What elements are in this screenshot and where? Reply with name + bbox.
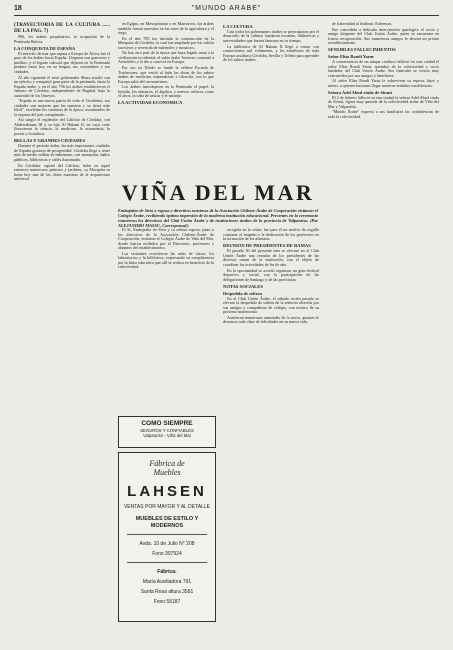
paragraph: El estrecho de mar que separa a Europa de África fue el paso de los árabes hacia España. Llegaron con guerreros y pueblos, y el legado cultural que dejaron en la Península perdura hasta hoy en su lengua, sus costumbres y sus ciudades. [14, 50, 110, 74]
paragraph: en Egipto, en Mesopotamia y en Marruecos; los árabes también fueron maestros en las artes de la agricultura y el riego. [118, 22, 214, 35]
column-history [14, 22, 110, 642]
paragraph: "España es una nueva patria de todo el Occidente, sus ciudades son mejores que las nuestras y su tierra más fértil", escribían los cronistas de la época, asombrados de la riqueza del país conquistado. [14, 98, 110, 117]
section-heading: LA CONQUISTA DE ESPAÑA [14, 45, 76, 51]
article-heading: (TRAYECTORIA DE LA CULTURA ...... DE LA PAG. 7) [14, 22, 110, 34]
ad-line: Santa Rosa altura 3581 [140, 589, 194, 595]
column-news [223, 228, 319, 642]
page-number: 18 [14, 5, 22, 12]
ad-line: Fono 397924 [152, 551, 182, 557]
paragraph: El pasado 30 del presente mes se efectuó en el Club Unión Árabe una reunión de los presidentes de las diversas ramas de la institución, con el objeto de coordinar las actividades de fin de año. [223, 248, 319, 267]
ad-line: VENTAS POR MAYOR Y AL DETALLE [123, 504, 211, 510]
paragraph: La biblioteca de Al Hakam II llegó a contar con cuatrocientos mil volúmenes, y los estudiosos de toda Europa acudían a Córdoba, Sevilla y Toledo para aprender de los sabios árabes. [223, 43, 319, 63]
ad-line: Fábrica de [149, 459, 185, 468]
ad-divider [127, 562, 207, 563]
paragraph: Así surgió el esplendor del Califato de Córdoba, con Abderrahman III y su hijo Al Hakam II, en cuya corte florecieron la ciencia, la medicina, la astronomía, la poesía y la música. [14, 117, 110, 136]
paragraph: Por eso en Toledo se fundó la célebre Escuela de Traductores, que vertió al latín las obras de los sabios árabes de medicina, matemáticas y filosofía, con lo que Europa salió del oscurantismo. [118, 65, 214, 84]
section-heading: NOTAS SOCIALES [223, 283, 263, 289]
section-heading: SENSIBLES FALLECIMIENTOS [328, 47, 396, 53]
paragraph: Los árabes introdujeron en la Península el papel, la brújula, los números, el álgebra, y nuevos cultivos como el arroz, la caña de azúcar y el naranjo. [118, 84, 214, 99]
ad-divider [127, 534, 207, 535]
paragraph: El Sr. Embajador de Siria y su señora esposa, junto a los directivos de la Asociación Chileno-Árabe de Cooperación, visitaron el Colegio Árabe de Viña del Mar, donde fueron recibidos por el Directorio, profesores y alumnos del establecimiento. [118, 228, 214, 250]
ad-line: SEGUROS Y CONFIABLES [140, 428, 194, 433]
sub-heading: Despedida de soltera [223, 290, 262, 296]
header-rule [14, 15, 439, 16]
column-social [328, 22, 439, 642]
vina-del-mar-title-block [118, 180, 318, 228]
sub-heading: Señora Adel Abud viuda de Siraní [328, 89, 392, 95]
paragraph: Al año siguiente el emir gobernador Muza acudió con un ejército y conquistó gran parte de la península, hasta la España árabe, y en el año 756 los árabes establecieron el emirato de Córdoba, independiente de Bagdad, bajo la autoridad de los Omeyas. [14, 74, 110, 98]
paragraph: A consecuencia de un ataque cardíaco falleció en esta ciudad el señor Elías Roudi Yarur, miembro de la colectividad y socio fundador del Club Unión Árabe. Sus funerales se vieron muy concurridos por sus amigos y familiares. [328, 59, 439, 78]
ad-line: Valparaíso - Viña del Mar [142, 433, 192, 438]
column-culture [223, 22, 319, 174]
paragraph: En el Club Unión Árabe, el sábado recién pasado se efectuó la despedida de soltera de la señorita ofrecida por sus amigas y compañeras de colegio, con motivo de su próximo matrimonio. [223, 295, 319, 314]
paragraph: 906, los árabes propietarios, la ocupación de la Península Ibérica. [14, 34, 110, 44]
ad-line: Avda. 10 de Julio N° 208 [139, 541, 195, 547]
paragraph: "Mundo Árabe" expresa a sus familiares las condolencias de toda la colectividad. [328, 109, 439, 119]
ad-line: Fábrica: [157, 569, 177, 575]
section-heading: LA CULTURA [223, 23, 253, 29]
paragraph: Casi todos los gobernantes árabes se preocuparon por el desarrollo de la cultura; fundaron escuelas, bibliotecas y universidades que fueron famosas en su tiempo. [223, 28, 319, 43]
furniture-advertisement [118, 452, 216, 622]
ad-line: María Auxiliadora 791 [142, 579, 192, 585]
paragraph: El 2 de febrero falleció en esta ciudad la señora Adel Abud viuda de Siraní, figura muy querida de la colectividad árabe de Viña del Mar y Valparaíso. [328, 94, 439, 109]
page-header [14, 4, 439, 18]
paragraph: En la oportunidad se acordó organizar un gran festival deportivo y social, con la participación de las delegaciones de Santiago y de las provincias. [223, 267, 319, 282]
sub-heading: Señor Elías Roudi Yarur [328, 54, 374, 60]
paragraph: Asistieron numerosas amistades de la novia, quienes le desearon toda clase de felicidades en su nueva vida. [223, 314, 319, 325]
section-heading: LA ACTIVIDAD ECONOMICA [118, 100, 183, 106]
ad-line: MUEBLES DE ESTILO Y MODERNOS [135, 516, 199, 529]
paragraph: No hay otro país de la época que haya legado tanto a la civilización occidental; el sabio árabe Averroes comentó a Aristóteles y lo dio a conocer en Europa. [118, 50, 214, 65]
paragraph: Fue concedida a delicada intervención quirúrgica el socio y amigo dirigente del Club Unión Árabe, quien se encuentra en franca recuperación. Sus numerosos amigos le desean un pronto restablecimiento. [328, 26, 439, 46]
section-heading: REUNION DE PRESIDENTES DE RAMAS [223, 243, 311, 248]
paragraph: recogida en la visita, fue para él un motivo de orgullo constatar el empeño y la dedicación de los profesores en la formación de los alumnos. [223, 228, 319, 241]
paragraph: En el año 785 fue iniciada la construcción de la Mezquita de Córdoba, la cual fue ampliada por los califas sucesivos y revestida de mármoles y mosaicos. [118, 35, 214, 50]
paragraph: de fraternidad al finalizar. Enfermos. [332, 22, 393, 26]
paragraph: En Córdoba, capital del Califato, hubo en aquel entonces numerosos palacios y jardines; su Mezquita es hasta hoy una de las obras maestras de la arquitectura universal. [14, 162, 110, 182]
column-visit [118, 228, 214, 410]
ad-line: COMO SIEMPRE [141, 420, 193, 427]
publication-title: "MUNDO ARABE" [191, 5, 262, 12]
small-advertisement [118, 416, 216, 448]
section-subtitle: Embajador de Siria y esposa y directivos máximos de la Asociación Chileno-Árabe de Cooperación visitaron el Colegio Árabe, recibiendo óptima impresión de la moderna institución educacional. Presentes en la ceremonia estuvieron los directivos del Club Unión Árabe y de instituciones árabes de la provincia de Valparaíso. (Por ALEJANDRO MASSU, Corresponsal). [118, 208, 318, 228]
paragraph: Al señor Elías Roudi Yarur le sobreviven su esposa, hijos y nietos, a quienes hacemos llegar nuestras sentidas condolencias. [328, 78, 439, 88]
section-title: VIÑA DEL MAR [121, 180, 315, 205]
section-heading: BELLAS Y GRANDES CIUDADES [14, 137, 86, 143]
ad-line: Fono 55187 [153, 599, 181, 605]
ad-line: Muebles [153, 468, 181, 477]
paragraph: Durante el periodo árabe, las más importantes ciudades de España gozaron de prosperidad. Córdoba llegó a tener más de medio millón de habitantes, con mezquitas, baños públicos, bibliotecas y calles iluminadas. [14, 143, 110, 162]
ad-brand: LAHSEN [127, 483, 207, 500]
paragraph: Los visitantes recorrieron las salas de clases, los laboratorios y la biblioteca, expresando su complacencia por la labor educativa que allí se realiza en beneficio de la colectividad. [118, 250, 214, 270]
